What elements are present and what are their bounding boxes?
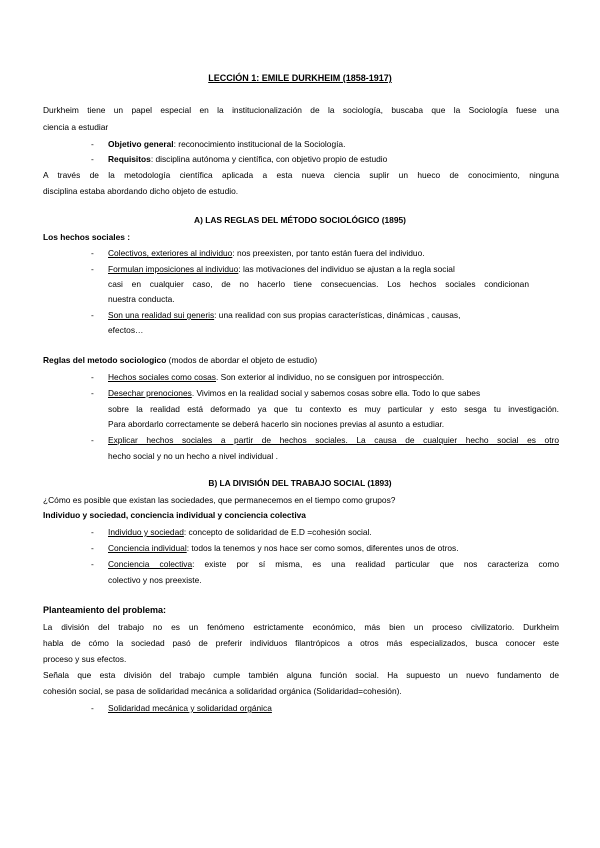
problema-line: proceso y sus efectos. <box>43 654 127 664</box>
section-b-heading: B) LA DIVISIÓN DEL TRABAJO SOCIAL (1893) <box>208 478 392 488</box>
hecho-cont: nuestra conducta. <box>108 294 175 304</box>
concept-text: : concepto de solidaridad de E.D =cohesión social. <box>183 527 372 537</box>
bullet-dash: - <box>91 559 94 569</box>
regla-item <box>108 388 480 399</box>
concept-item <box>108 543 459 554</box>
bullet-dash: - <box>91 154 94 164</box>
bullet-dash: - <box>91 527 94 537</box>
hecho-term: Formulan imposiciones al individuo <box>108 264 239 274</box>
concept-cont: colectivo y nos preexiste. <box>108 575 202 585</box>
concept-text: : todos la tenemos y nos hace ser como somos, diferentes unos de otros. <box>186 543 459 553</box>
bullet-dash: - <box>91 543 94 553</box>
bullet-term: Requisitos <box>108 154 151 164</box>
concept-item <box>108 559 559 570</box>
hecho-text: : una realidad con sus propias características, dinámicas , causas, <box>214 310 461 320</box>
last-item: Solidaridad mecánica y solidaridad orgánica <box>108 703 272 713</box>
problema-line: cohesión social, se pasa de solidaridad mecánica a solidaridad orgánica (Solidaridad=cohesión). <box>43 686 402 696</box>
hecho-item <box>108 310 460 321</box>
regla-cont: sobre la realidad está deformado ya que tu contexto es muy particular y esto sesga tu investigación. <box>108 404 559 414</box>
regla-term: Desechar prenociones <box>108 388 192 398</box>
hecho-item <box>108 248 425 259</box>
hecho-text: : nos preexisten, por tanto están fuera del individuo. <box>232 248 425 258</box>
bullet-dash: - <box>91 264 94 274</box>
concept-term: Conciencia individual <box>108 543 187 553</box>
regla-item <box>108 372 444 383</box>
section-a-heading: A) LAS REGLAS DEL MÉTODO SOCIOLÓGICO (1895) <box>194 215 406 225</box>
bullet-text: : disciplina autónoma y científica, con objetivo propio de estudio <box>150 154 388 164</box>
reglas-label: Reglas del metodo sociologico <box>43 355 167 365</box>
regla-term: Hechos sociales como cosas <box>108 372 216 382</box>
bullet-dash: - <box>91 248 94 258</box>
problema-label: Planteamiento del problema: <box>43 605 167 615</box>
bullet-dash: - <box>91 703 94 713</box>
bullet-requisitos <box>108 154 387 165</box>
concept-term: Conciencia colectiva <box>108 559 193 569</box>
concept-item <box>108 527 372 538</box>
regla-term: Explicar hechos sociales a partir de hechos sociales. La causa de cualquier hecho social es otro <box>108 435 559 445</box>
problema-line: Señala que esta división del trabajo cumple también alguna función social. Ha supuesto un nuevo fundamento de <box>43 670 559 680</box>
intro-paragraph-line: disciplina estaba abordando dicho objeto de estudio. <box>43 186 239 196</box>
reglas-note: (modos de abordar el objeto de estudio) <box>166 355 318 365</box>
hechos-label: Los hechos sociales : <box>43 232 131 242</box>
hecho-cont: efectos… <box>108 325 144 335</box>
hecho-term: Son una realidad sui generis <box>108 310 215 320</box>
regla-cont: Para abordarlo correctamente se deberá hacerlo sin nociones previas al asunto a estudiar. <box>108 419 445 429</box>
hecho-item <box>108 264 455 275</box>
page-title: LECCIÓN 1: EMILE DURKHEIM (1858-1917) <box>208 73 392 83</box>
bullet-objetivo <box>108 139 345 150</box>
bullet-term: Objetivo general <box>108 139 174 149</box>
hecho-cont: casi en cualquier caso, de no hacerlo tiene consecuencias. Los hechos sociales condicionan <box>108 279 529 289</box>
concept-term: Individuo y sociedad <box>108 527 184 537</box>
intro-paragraph-line: A través de la metodología científica aplicada a esta nueva ciencia suplir un hueco de conocimiento, ninguna <box>43 170 559 180</box>
bullet-dash: - <box>91 388 94 398</box>
intro-line: Durkheim tiene un papel especial en la institucionalización de la sociología, buscaba que la Sociología fuese una <box>43 105 559 115</box>
reglas-label-line <box>43 355 317 366</box>
hecho-term: Colectivos, exteriores al individuo <box>108 248 233 258</box>
regla-text: . Son exterior al individuo, no se consiguen por introspección. <box>216 372 445 382</box>
concept-text: : existe por sí misma, es una realidad particular que nos caracteriza como <box>192 559 559 569</box>
intro-line: ciencia a estudiar <box>43 122 109 132</box>
problema-line: habla de cómo la sociedad pasó de preferir individuos filantrópicos a otros más especializados, busca conocer este <box>43 638 559 648</box>
hecho-text: : las motivaciones del individuo se ajustan a la regla social <box>238 264 455 274</box>
bullet-text: : reconocimiento institucional de la Sociología. <box>173 139 346 149</box>
bullet-dash: - <box>91 372 94 382</box>
regla-cont: hecho social y no un hecho a nivel individual . <box>108 451 278 461</box>
bullet-dash: - <box>91 435 94 445</box>
bullet-dash: - <box>91 310 94 320</box>
section-b-subheading: Individuo y sociedad, conciencia individual y conciencia colectiva <box>43 510 306 520</box>
problema-line: La división del trabajo no es un fenómeno estrictamente económico, más bien un proceso civilizatorio. Durkheim <box>43 622 559 632</box>
regla-text: . Vivimos en la realidad social y sabemos cosas sobre ella. Todo lo que sabes <box>191 388 481 398</box>
bullet-dash: - <box>91 139 94 149</box>
section-b-question: ¿Cómo es posible que existan las sociedades, que permanecemos en el tiempo como grupos? <box>43 495 396 505</box>
